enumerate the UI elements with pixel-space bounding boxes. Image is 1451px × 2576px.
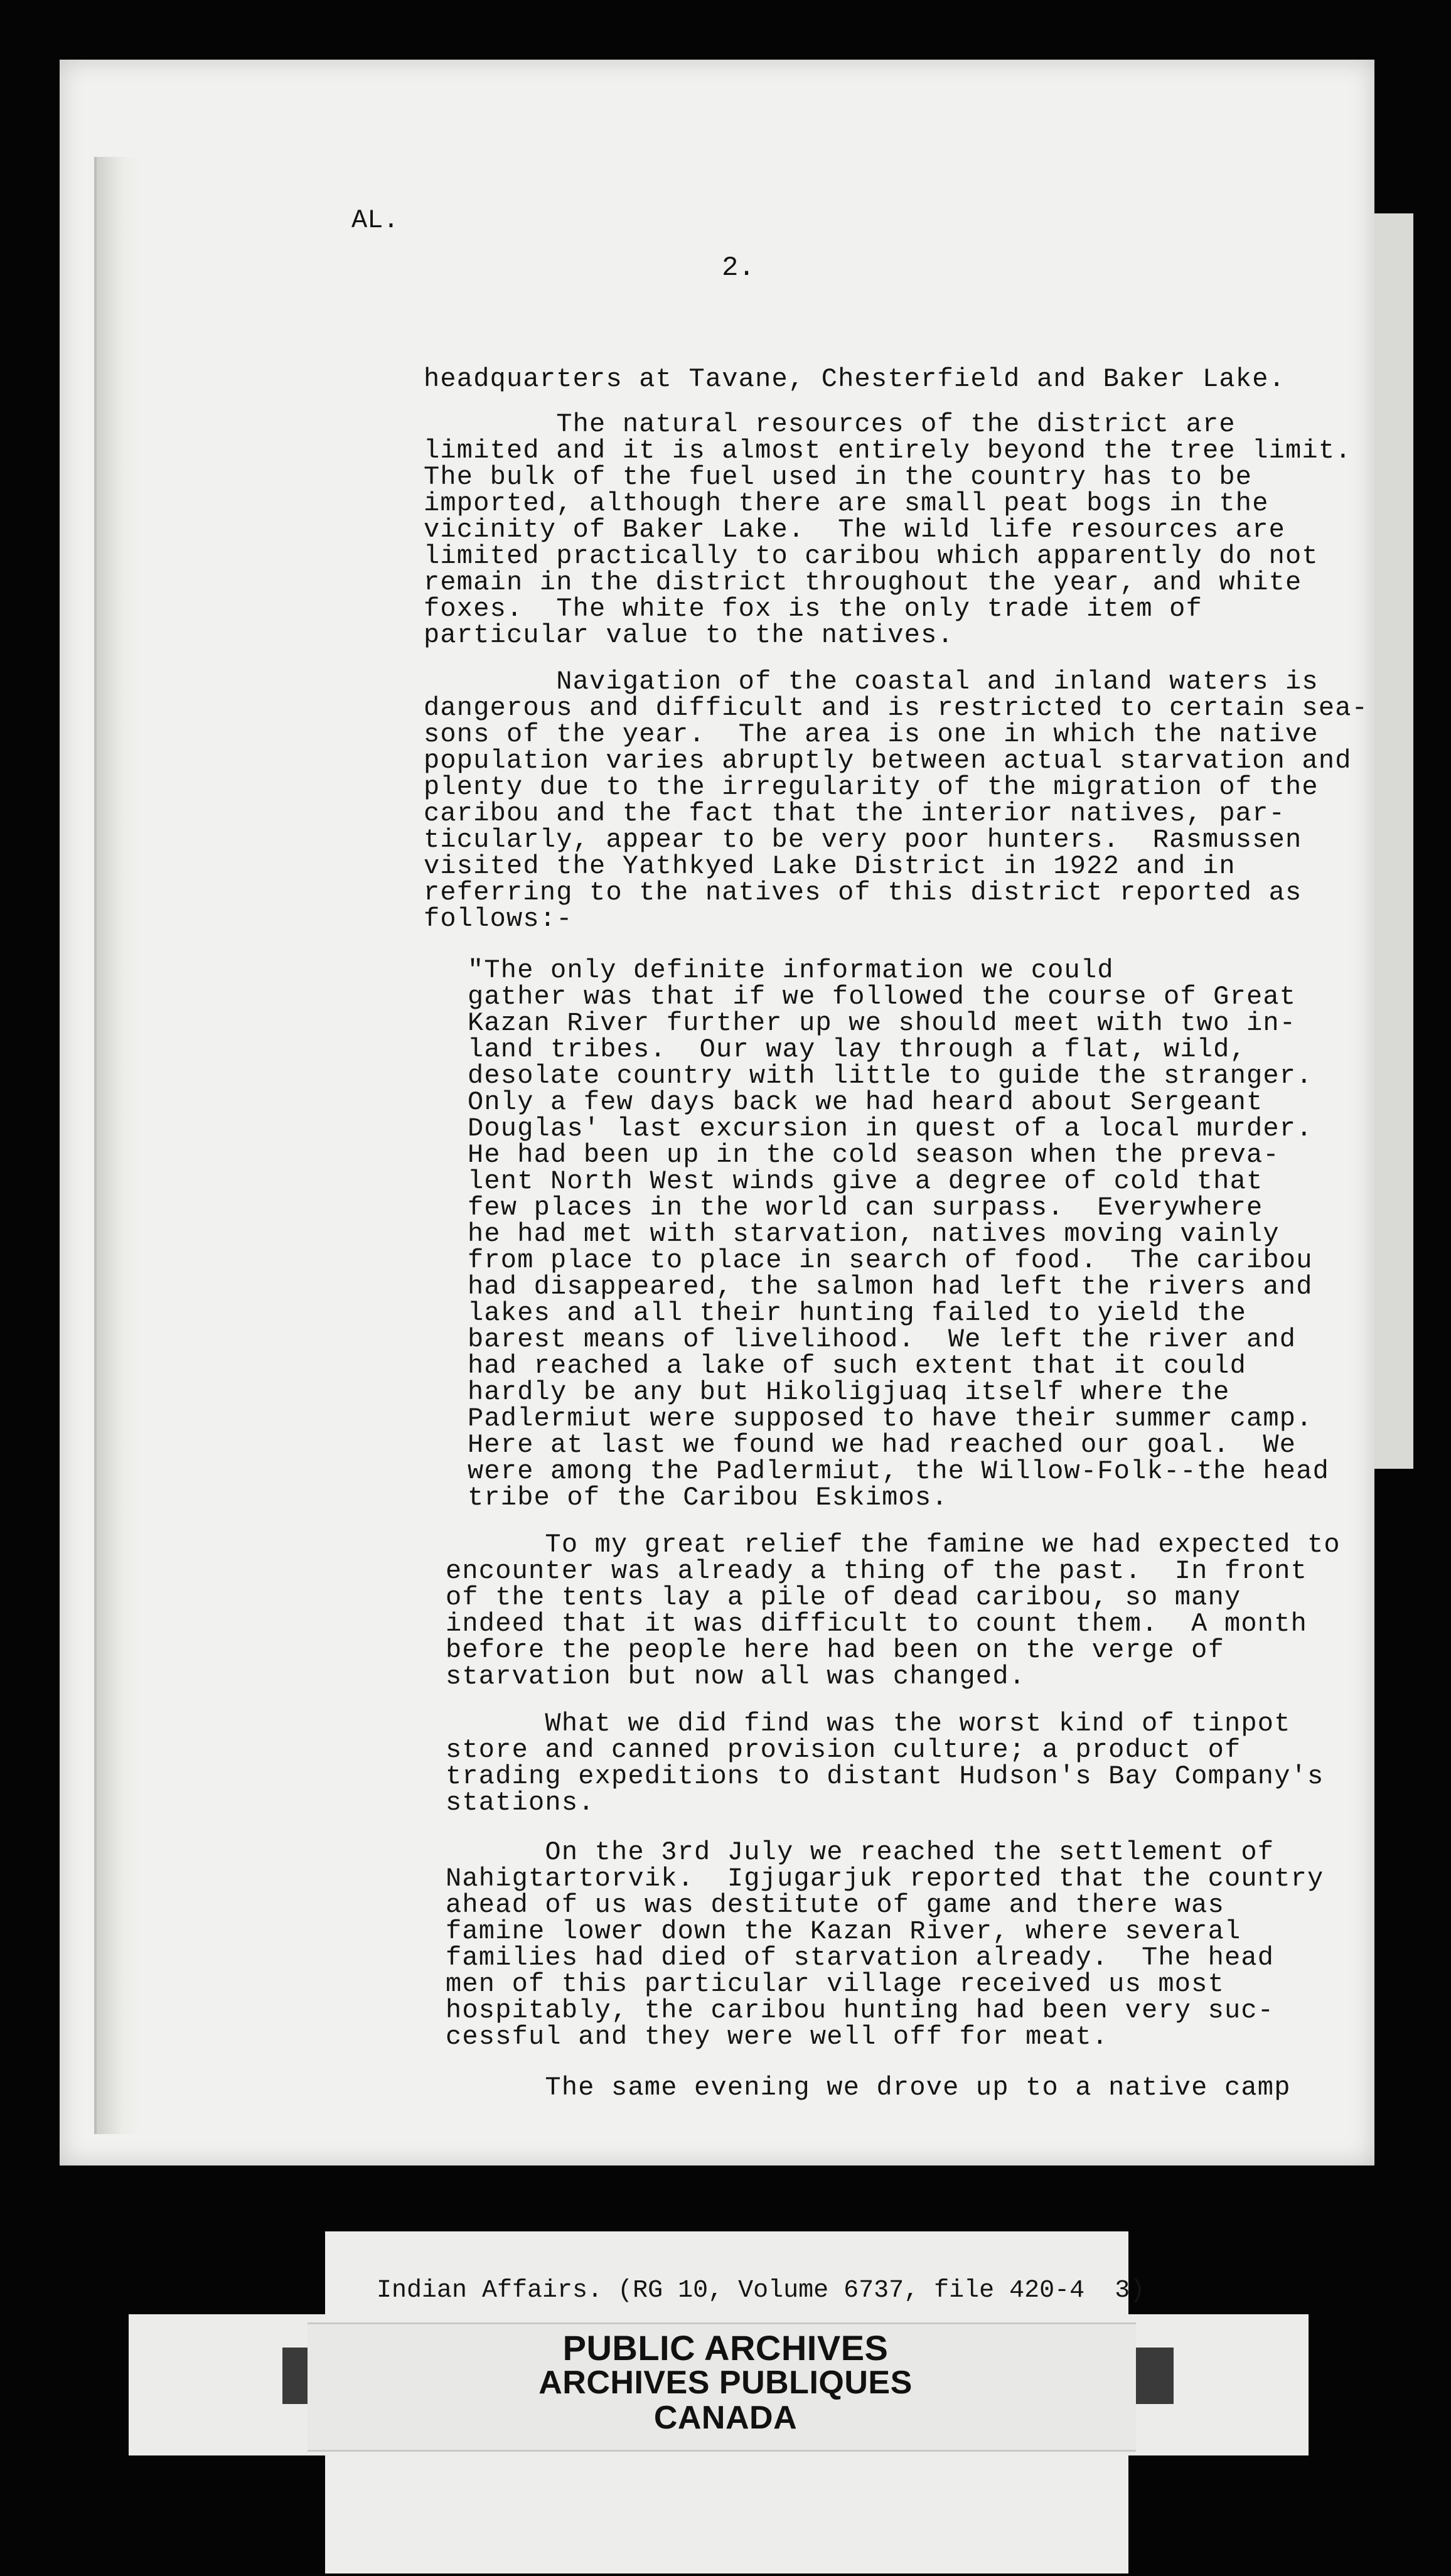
quote-line: of the tents lay a pile of dead caribou, so many [446,1582,1241,1613]
body-line: particular value to the natives. [424,620,954,650]
quote-line: lent North West winds give a degree of cold that [468,1166,1263,1196]
quote-line: He had been up in the cold season when the preva- [468,1140,1280,1170]
quote-line: had reached a lake of such extent that it could [468,1351,1246,1381]
quote-line: trading expeditions to distant Hudson's Bay Company's [446,1761,1324,1791]
quote-line: ahead of us was destitute of game and there was [446,1890,1224,1920]
body-line: Navigation of the coastal and inland waters is [424,667,1319,697]
quote-line: encounter was already a thing of the past. In front [446,1556,1308,1586]
stamp-line-3: CANADA [653,2400,798,2436]
body-line: limited practically to caribou which apparently do not [424,541,1319,571]
quote-line: families had died of starvation already. The head [446,1943,1275,1973]
quote-line: Douglas' last excursion in quest of a local murder. [468,1114,1313,1144]
quote-line: hospitably, the caribou hunting had been very suc- [446,1995,1275,2026]
stamp-line-2: ARCHIVES PUBLIQUES [538,2364,913,2401]
body-line: visited the Yathkyed Lake District in 1922 and in [424,851,1236,881]
body-line: imported, although there are small peat bogs in the [424,488,1269,518]
quote-line: from place to place in search of food. The caribou [468,1245,1313,1275]
quote-line: had disappeared, the salmon had left the rivers and [468,1272,1313,1302]
quote-line: On the 3rd July we reached the settlement of [446,1837,1275,1867]
body-line: limited and it is almost entirely beyond the tree limit. [424,436,1352,466]
archive-citation: Indian Affairs. (RG 10, Volume 6737, file 420-4 3) [377,2277,1145,2305]
quote-line: Padlermiut were supposed to have their summer camp. [468,1403,1313,1434]
quote-line: he had met with starvation, natives moving vainly [468,1219,1280,1249]
quote-line: barest means of livelihood. We left the river and [468,1324,1297,1355]
quote-line: Kazan River further up we should meet with two in- [468,1008,1297,1038]
quote-line: indeed that it was difficult to count them. A month [446,1609,1308,1639]
body-line: The natural resources of the district are [424,409,1236,439]
quote-line: men of this particular village received us most [446,1969,1224,1999]
corner-mark: AL. [351,205,399,235]
quote-line: cessful and they were well off for meat. [446,2022,1109,2052]
quote-line: desolate country with little to guide the stranger. [468,1061,1313,1091]
body-line: ticularly, appear to be very poor hunters. Rasmussen [424,825,1302,855]
body-line: foxes. The white fox is the only trade item of [424,594,1202,624]
quote-line: What we did find was the worst kind of tinpot [446,1709,1291,1739]
quote-line: before the people here had been on the verge of [446,1635,1224,1665]
page-torn-strip [1374,213,1413,1469]
quote-line: gather was that if we followed the course of Great [468,982,1297,1012]
body-line: dangerous and difficult and is restricted to certain sea- [424,693,1369,723]
body-line: remain in the district throughout the year, and white [424,567,1302,598]
body-line: plenty due to the irregularity of the migration of the [424,772,1319,802]
quote-line: tribe of the Caribou Eskimos. [468,1483,948,1513]
body-line: population varies abruptly between actual starvation and [424,746,1352,776]
quote-line: Nahigtartorvik. Igjugarjuk reported that the country [446,1864,1324,1894]
quote-line: starvation but now all was changed. [446,1661,1026,1692]
body-line: headquarters at Tavane, Chesterfield and Baker Lake. [424,364,1286,394]
quote-line: stations. [446,1788,595,1818]
quote-line: hardly be any but Hikoligjuaq itself where the [468,1377,1230,1407]
quote-line: lakes and all their hunting failed to yield the [468,1298,1246,1328]
body-line: follows:- [424,904,573,934]
quote-line: store and canned provision culture; a product of [446,1735,1241,1765]
body-line: sons of the year. The area is one in which the native [424,719,1319,749]
quote-line: The same evening we drove up to a native camp [446,2073,1291,2103]
body-line: The bulk of the fuel used in the country has to be [424,462,1253,492]
quote-line: Only a few days back we had heard about Sergeant [468,1087,1263,1117]
quote-line: few places in the world can surpass. Everywhere [468,1193,1263,1223]
quote-line: were among the Padlermiut, the Willow-Folk--the head [468,1456,1330,1486]
quote-line: Here at last we found we had reached our goal. We [468,1430,1297,1460]
quote-line: famine lower down the Kazan River, where several [446,1916,1241,1946]
page-curled-edge [94,157,141,2134]
body-line: vicinity of Baker Lake. The wild life resources are [424,515,1286,545]
stamp-line-1: PUBLIC ARCHIVES [562,2328,889,2368]
quote-line: To my great relief the famine we had expected to [446,1530,1341,1560]
quote-line: "The only definite information we could [468,955,1114,985]
quote-line: land tribes. Our way lay through a flat, wild, [468,1034,1246,1065]
body-line: referring to the natives of this district reported as [424,877,1302,908]
body-line: caribou and the fact that the interior natives, par- [424,798,1286,829]
page-number: 2. [722,252,755,284]
